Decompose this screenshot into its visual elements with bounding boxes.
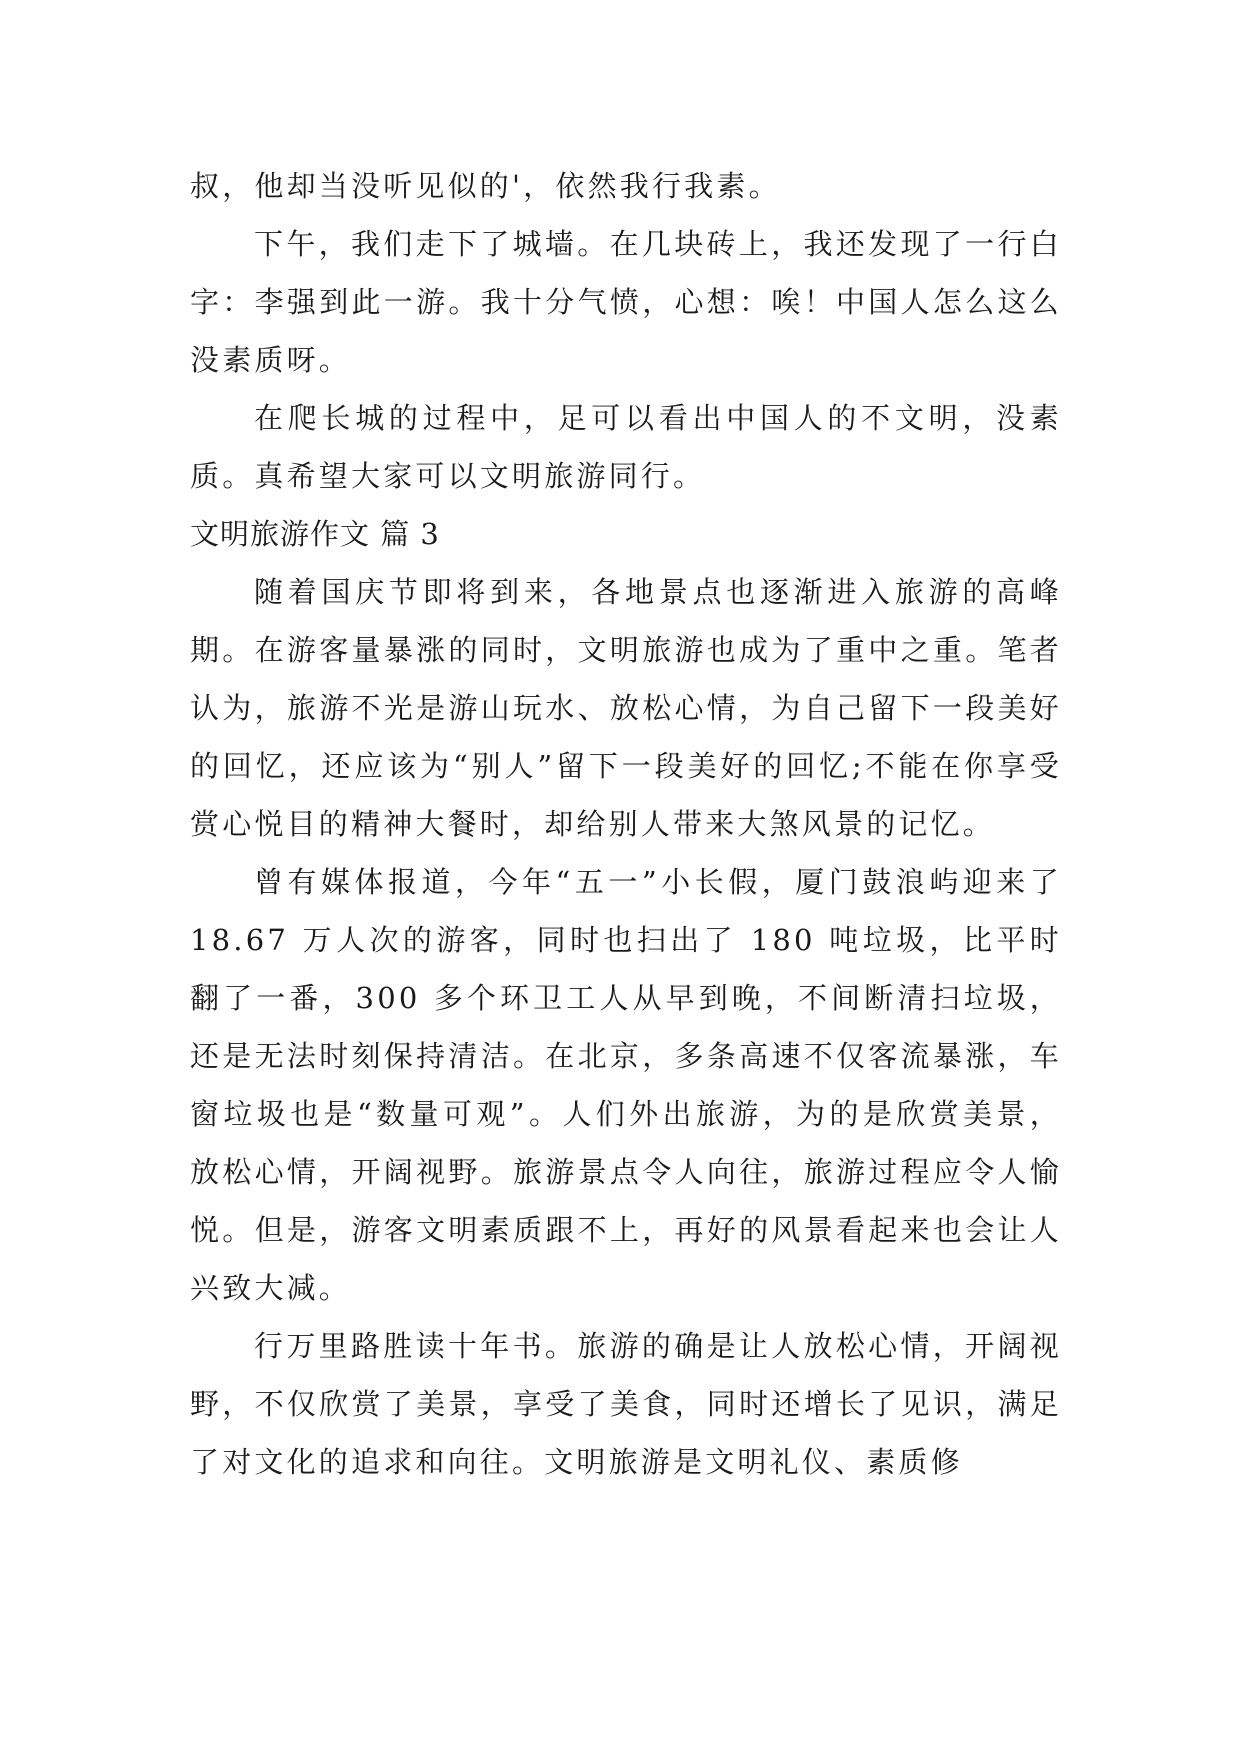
paragraph-3: 在爬长城的过程中，足可以看出中国人的不文明，没素质。真希望大家可以文明旅游同行。 [190, 401, 1062, 493]
paragraph-2: 下午，我们走下了城墙。在几块砖上，我还发现了一行白字：李强到此一游。我十分气愤，心想：唉！中国人怎么这么没素质呀。 [190, 227, 1062, 377]
section-heading: 文明旅游作文 篇 3 [190, 517, 440, 551]
paragraph-6: 行万里路胜读十年书。旅游的确是让人放松心情，开阔视野，不仅欣赏了美景，享受了美食，同时还增长了见识，满足了对文化的追求和向往。文明旅游是文明礼仪、素质修 [190, 1329, 1062, 1479]
document-body [190, 157, 1062, 1491]
paragraph-1: 叔，他却当没听见似的'，依然我行我素。 [190, 169, 781, 203]
paragraph-5: 曾有媒体报道，今年“五一”小长假，厦门鼓浪屿迎来了 18.67 万人次的游客，同时也扫出了 180 吨垃圾，比平时翻了一番，300 多个环卫工人从早到晚，不间断清扫垃圾，还是无法时刻保持清洁。在北京，多条高速不仅客流暴涨，车窗垃圾也是“数量可观”。人们外出旅游，为的是欣赏美景，放松心情，开阔视野。旅游景点令人向往，旅游过程应令人愉悦。但是，游客文明素质跟不上，再好的风景看起来也会让人兴致大减。 [190, 865, 1062, 1305]
paragraph-4: 随着国庆节即将到来，各地景点也逐渐进入旅游的高峰期。在游客量暴涨的同时，文明旅游也成为了重中之重。笔者认为，旅游不光是游山玩水、放松心情，为自己留下一段美好的回忆，还应该为“别人”留下一段美好的回忆;不能在你享受赏心悦目的精神大餐时，却给别人带来大煞风景的记忆。 [190, 575, 1062, 841]
